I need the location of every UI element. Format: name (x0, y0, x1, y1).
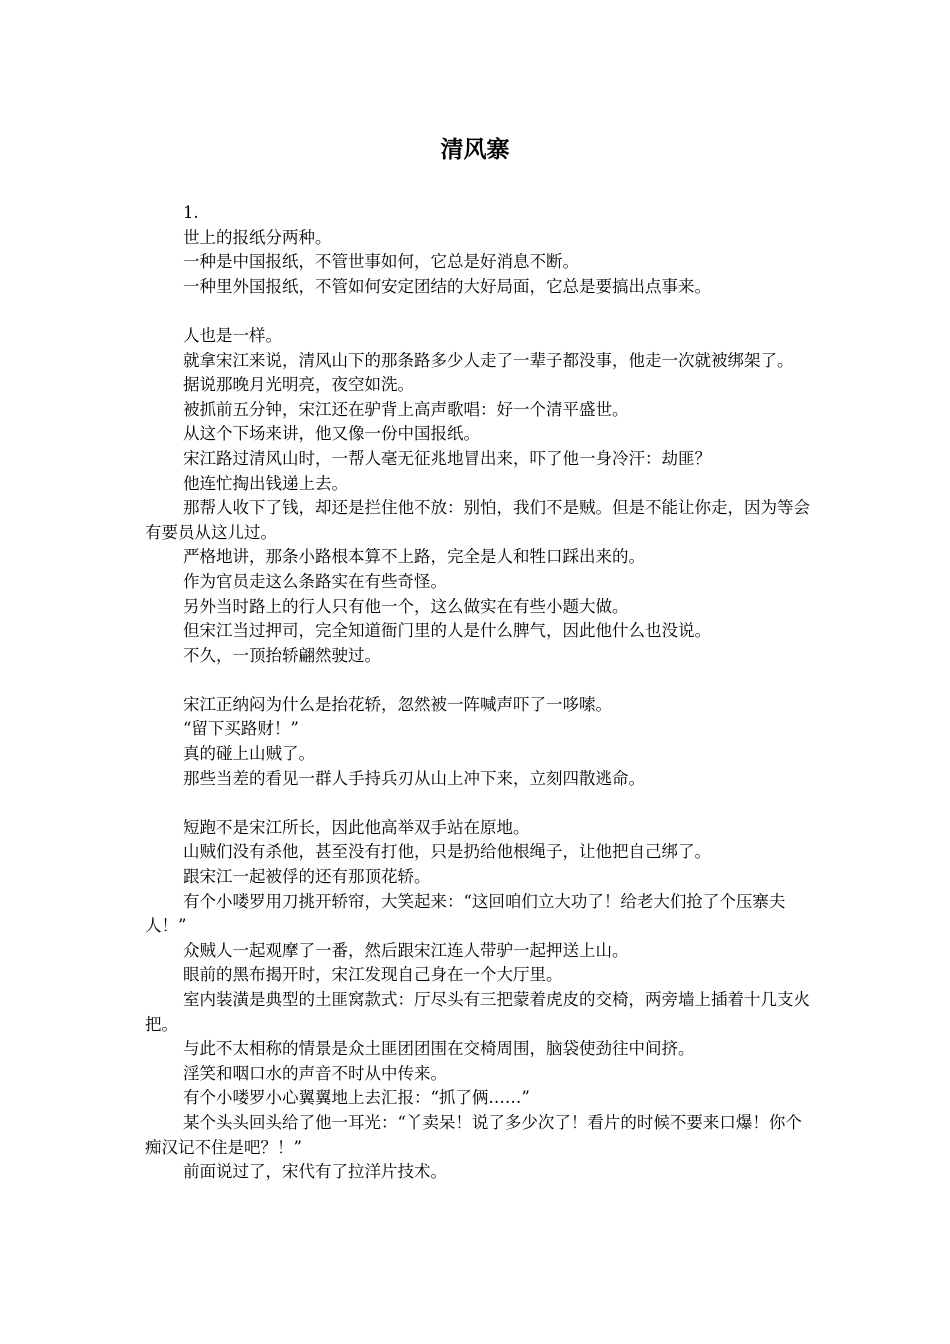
blank-line (145, 791, 813, 816)
paragraph: 从这个下场来讲，他又像一份中国报纸。 (182, 424, 480, 444)
blank-line (145, 668, 813, 693)
paragraph: 宋江路过清风山时，一帮人毫无征兆地冒出来，吓了他一身冷汗：劫匪？ (182, 448, 711, 468)
paragraph: 众贼人一起观摩了一番，然后跟宋江连人带驴一起押送上山。 (182, 940, 629, 960)
paragraph: 与此不太相称的情景是众土匪团团围在交椅周围，脑袋使劲往中间挤。 (182, 1039, 695, 1059)
blank-line (145, 299, 813, 324)
paragraph: “留下买路财！” (182, 719, 299, 739)
document-body (145, 201, 813, 1185)
paragraph: 淫笑和咽口水的声音不时从中传来。 (182, 1063, 447, 1083)
paragraph: 另外当时路上的行人只有他一个，这么做实在有些小题大做。 (182, 596, 629, 616)
paragraph: 真的碰上山贼了。 (182, 744, 315, 764)
paragraph: 宋江正纳闷为什么是抬花轿，忽然被一阵喊声吓了一哆嗦。 (182, 694, 612, 714)
paragraph: 被抓前五分钟，宋江还在驴背上高声歌唱：好一个清平盛世。 (182, 399, 629, 419)
paragraph: 世上的报纸分两种。 (182, 227, 332, 247)
paragraph: 一种里外国报纸，不管如何安定团结的大好局面，它总是要搞出点事来。 (182, 276, 711, 296)
paragraph: 室内装潢是典型的土匪窝款式：厅尽头有三把蒙着虎皮的交椅，两旁墙上插着十几支火把。 (145, 990, 810, 1034)
paragraph: 严格地讲，那条小路根本算不上路，完全是人和牲口踩出来的。 (182, 547, 645, 567)
paragraph: 人也是一样。 (182, 325, 282, 345)
paragraph: 山贼们没有杀他，甚至没有打他，只是扔给他根绳子，让他把自己绑了。 (182, 842, 711, 862)
paragraph: 那些当差的看见一群人手持兵刃从山上冲下来，立刻四散逃命。 (182, 768, 645, 788)
paragraph: 某个头头回头给了他一耳光：“丫卖呆！说了多少次了！看片的时候不要来口爆！你个痴汉记不住是吧？！” (145, 1112, 802, 1157)
paragraph: 跟宋江一起被俘的还有那顶花轿。 (182, 867, 431, 887)
paragraph: 有个小喽罗用刀挑开轿帘，大笑起来：“这回咱们立大功了！给老大们抢了个压寨夫人！” (145, 891, 786, 936)
paragraph: 1. (182, 203, 199, 222)
paragraph: 据说那晚月光明亮，夜空如洗。 (182, 375, 414, 395)
paragraph: 他连忙掏出钱递上去。 (182, 473, 348, 493)
paragraph: 但宋江当过押司，完全知道衙门里的人是什么脾气，因此他什么也没说。 (182, 621, 711, 641)
page-title: 清风寨 (440, 137, 510, 163)
paragraph: 眼前的黑布揭开时，宋江发现自己身在一个大厅里。 (182, 965, 563, 985)
paragraph: 前面说过了，宋代有了拉洋片技术。 (182, 1162, 447, 1182)
paragraph: 不久，一顶抬轿翩然驶过。 (182, 645, 381, 665)
paragraph: 作为官员走这么条路实在有些奇怪。 (182, 571, 447, 591)
paragraph: 有个小喽罗小心翼翼地上去汇报：“抓了俩……” (182, 1088, 530, 1108)
paragraph: 就拿宋江来说，清风山下的那条路多少人走了一辈子都没事，他走一次就被绑架了。 (182, 350, 794, 370)
paragraph: 那帮人收下了钱，却还是拦住他不放：别怕，我们不是贼。但是不能让你走，因为等会有要员从这儿过。 (145, 498, 810, 542)
paragraph: 短跑不是宋江所长，因此他高举双手站在原地。 (182, 817, 530, 837)
paragraph: 一种是中国报纸，不管世事如何，它总是好消息不断。 (182, 252, 579, 272)
